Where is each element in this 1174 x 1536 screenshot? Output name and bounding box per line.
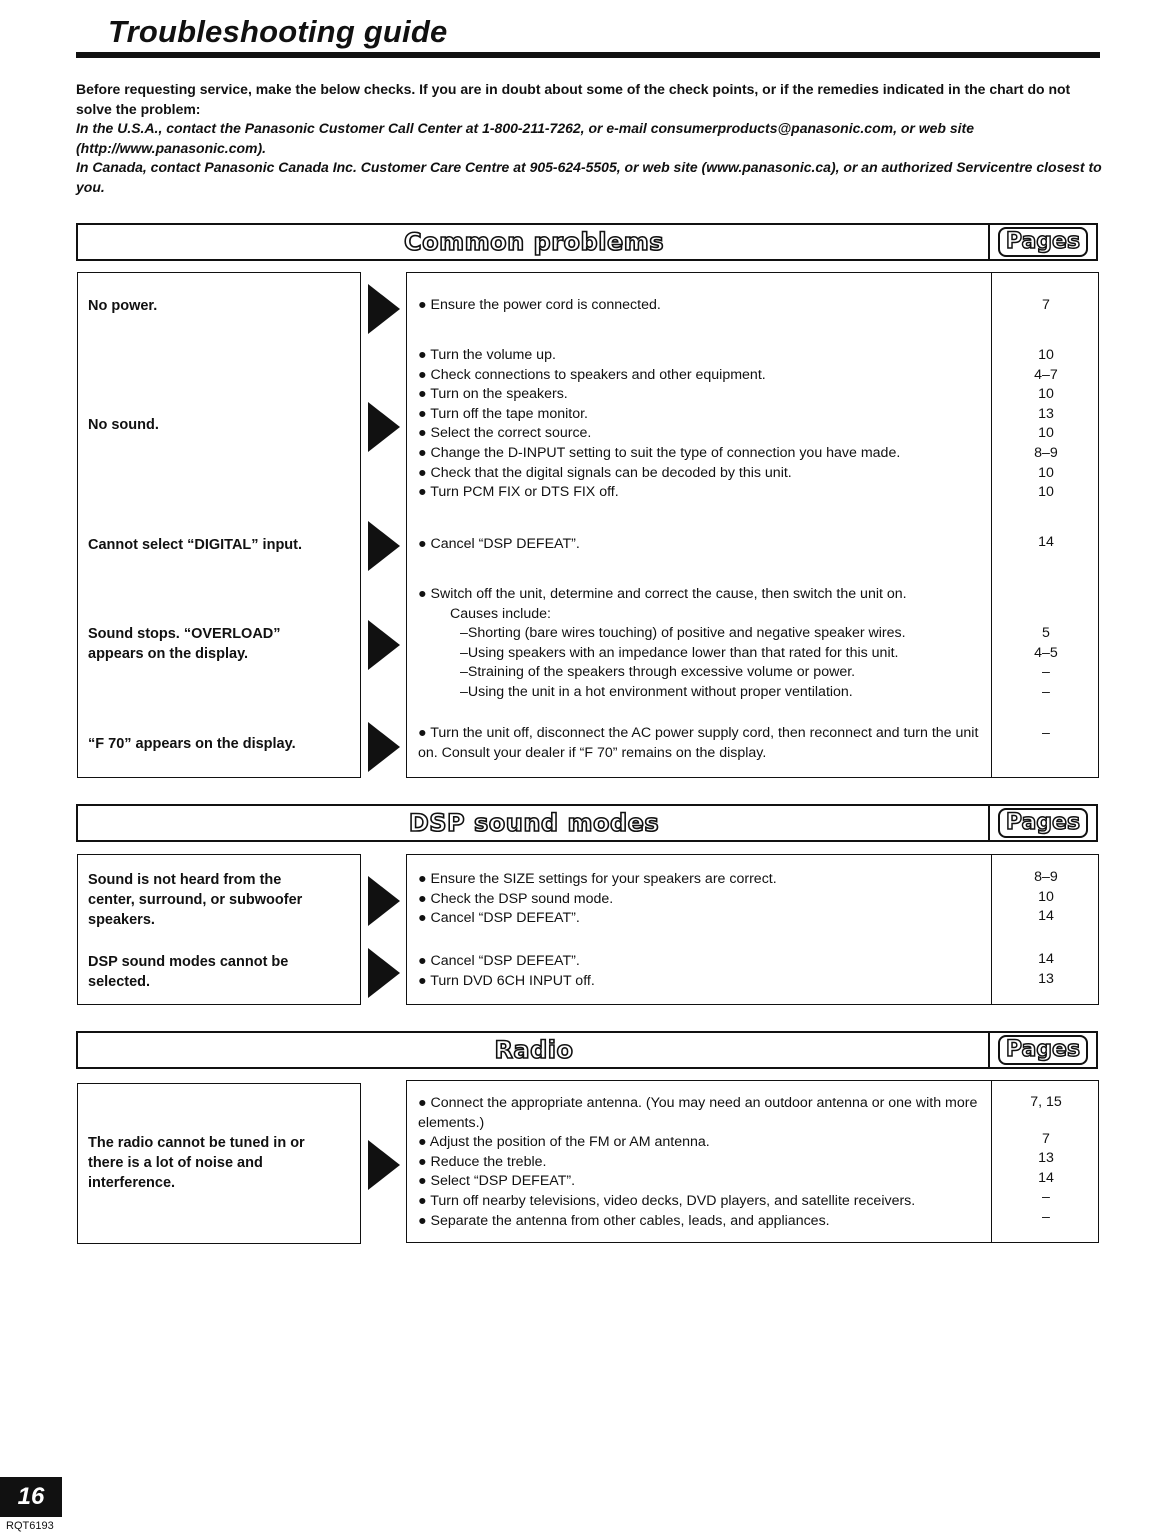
intro-canada: In Canada, contact Panasonic Canada Inc. Customer Care Centre at 905-624-5505, or web site (www.panasonic.ca), or an authorized Servicentre closest to you.: [76, 159, 1102, 195]
intro-text: [76, 80, 1102, 197]
title-rule: [76, 52, 1100, 58]
page-ref: 10: [1038, 484, 1054, 501]
remedy-item: ● Turn the volume up.: [418, 347, 556, 363]
section-title-dsp: DSP sound modes: [408, 809, 660, 837]
problem-overload: [88, 624, 281, 664]
page-ref: 10: [1038, 347, 1054, 363]
page-ref-list: [994, 296, 1098, 316]
page-ref: 7: [1042, 1130, 1050, 1147]
remedy-item: ● Ensure the power cord is connected.: [418, 297, 661, 313]
problem-f70: “F 70” appears on the display.: [88, 736, 296, 752]
section-header-common: [76, 223, 1098, 261]
arrow-icon: [368, 284, 400, 334]
page-ref: 8–9: [1034, 444, 1058, 461]
remedy-item: –Straining of the speakers through excessive volume or power.: [460, 664, 856, 681]
remedy-item: ● Cancel “DSP DEFEAT”.: [418, 910, 580, 927]
remedy-item: ● Reduce the treble.: [418, 1153, 547, 1170]
remedy-item: ● Turn PCM FIX or DTS FIX off.: [418, 484, 619, 501]
arrow-icon: [368, 1140, 400, 1190]
intro-usa: In the U.S.A., contact the Panasonic Customer Call Center at 1-800-211-7262, or e-mail consumerproducts@panasonic.com, or web site (http://www.panasonic.com).: [76, 120, 974, 156]
remedy-item: –Using the unit in a hot environment without proper ventilation.: [460, 683, 853, 700]
page-ref: 10: [1038, 464, 1054, 481]
pages-label-dsp: Pages: [998, 808, 1088, 838]
document-id: RQT6193: [6, 1520, 54, 1532]
remedy-item: –Shorting (bare wires touching) of positive and negative speaker wires.: [460, 625, 906, 642]
arrow-icon: [368, 722, 400, 772]
remedy-list: [418, 535, 988, 555]
page-ref: 14: [1038, 951, 1054, 967]
remedy-item: ● Cancel “DSP DEFEAT”.: [418, 536, 580, 552]
remedy-item: ● Turn DVD 6CH INPUT off.: [418, 972, 595, 989]
remedy-list: [418, 1094, 988, 1231]
arrow-icon: [368, 876, 400, 926]
remedy-list: [418, 870, 988, 929]
problem-line: Sound is not heard from the: [88, 872, 282, 888]
problem-line: selected.: [88, 974, 151, 990]
arrow-icon: [368, 620, 400, 670]
page-ref: –: [1042, 683, 1050, 700]
problem-line: center, surround, or subwoofer: [88, 892, 303, 908]
remedy-item: –Using speakers with an impedance lower than that rated for this unit.: [460, 644, 899, 661]
remedy-item: ● Select the correct source.: [418, 425, 592, 442]
pages-label-radio: Pages: [998, 1035, 1088, 1065]
remedy-item: ● Change the D-INPUT setting to suit the type of connection you have made.: [418, 444, 901, 461]
page-ref: –: [1042, 725, 1050, 741]
page-ref: 14: [1038, 1169, 1054, 1186]
remedy-item: ● Ensure the SIZE settings for your speakers are correct.: [418, 871, 777, 887]
remedy-item: ● Switch off the unit, determine and correct the cause, then switch the unit on.: [418, 586, 907, 602]
page-ref-list: [994, 624, 1098, 702]
remedy-item: ● Separate the antenna from other cables, leads, and appliances.: [418, 1212, 830, 1229]
problems-box-common: [77, 272, 361, 778]
page-ref: 13: [1038, 405, 1054, 422]
remedy-item: ● Check that the digital signals can be decoded by this unit.: [418, 464, 792, 481]
remedy-item: ● Turn off nearby televisions, video decks, DVD players, and satellite receivers.: [418, 1192, 916, 1209]
problem-line: interference.: [88, 1175, 176, 1191]
remedy-list: [418, 296, 988, 316]
problem-digital-input: Cannot select “DIGITAL” input.: [88, 537, 303, 553]
problem-line: there is a lot of noise and: [88, 1155, 263, 1171]
page-ref: 10: [1038, 888, 1054, 905]
page-ref: 14: [1038, 534, 1054, 550]
remedy-item: ● Turn the unit off, disconnect the AC power supply cord, then reconnect and turn the unit on. Consult your dealer if “F 70” remains on the display.: [418, 725, 979, 761]
problem-no-center-sound: [88, 870, 302, 930]
page-ref-list: [994, 724, 1098, 744]
page-ref-list: [994, 868, 1098, 927]
problem-line: The radio cannot be tuned in or: [88, 1135, 305, 1151]
remedy-item: ● Adjust the position of the FM or AM antenna.: [418, 1134, 710, 1151]
page-ref-list: [994, 1093, 1098, 1228]
remedy-item: ● Check connections to speakers and other equipment.: [418, 366, 766, 383]
remedy-list: [418, 952, 988, 991]
page-ref: 4–5: [1034, 644, 1058, 661]
problem-no-power: No power.: [88, 298, 158, 314]
page-title: Troubleshooting guide: [108, 14, 448, 49]
problem-no-sound: No sound.: [88, 417, 159, 433]
arrow-icon: [368, 402, 400, 452]
page-ref: 5: [1042, 625, 1050, 641]
page-ref: –: [1042, 1208, 1050, 1225]
problem-line: speakers.: [88, 912, 155, 928]
remedy-item: ● Check the DSP sound mode.: [418, 890, 614, 907]
page-ref: 13: [1038, 970, 1054, 987]
remedy-list: [418, 724, 988, 763]
remedy-item: ● Select “DSP DEFEAT”.: [418, 1173, 576, 1190]
page-ref: 14: [1038, 908, 1054, 925]
page-ref: –: [1042, 1189, 1050, 1206]
remedy-item: ● Turn on the speakers.: [418, 386, 568, 403]
section-title-common: Common problems: [403, 228, 665, 256]
problem-line: appears on the display.: [88, 646, 249, 662]
problem-radio-tuning: [88, 1133, 305, 1193]
remedy-list: [418, 346, 988, 503]
page-ref: –: [1042, 664, 1050, 681]
remedy-list: [418, 585, 988, 703]
page-ref-list: [994, 346, 1098, 503]
arrow-icon: [368, 521, 400, 571]
remedy-item: ● Cancel “DSP DEFEAT”.: [418, 953, 580, 969]
page-ref-list: [994, 950, 1098, 989]
section-title-radio: Radio: [494, 1036, 574, 1064]
pages-label-common: Pages: [998, 227, 1088, 257]
page-ref-list: [994, 533, 1098, 553]
page-ref: 7, 15: [1030, 1094, 1062, 1110]
problem-line: DSP sound modes cannot be: [88, 954, 289, 970]
section-header-dsp: [76, 804, 1098, 842]
remedy-item: ● Connect the appropriate antenna. (You may need an outdoor antenna or one with more elements.): [418, 1095, 978, 1131]
remedy-item: Causes include:: [450, 605, 551, 622]
problem-dsp-modes: [88, 952, 288, 992]
arrow-icon: [368, 948, 400, 998]
remedy-item: ● Turn off the tape monitor.: [418, 405, 588, 422]
page-ref: 10: [1038, 386, 1054, 403]
section-header-radio: [76, 1031, 1098, 1069]
intro-line: Before requesting service, make the below checks. If you are in doubt about some of the check points, or if the remedies indicated in the chart do not solve the problem:: [76, 81, 1071, 117]
page-ref: 7: [1042, 297, 1050, 313]
problem-line: Sound stops. “OVERLOAD”: [88, 626, 281, 642]
page-ref: 13: [1038, 1150, 1054, 1167]
page-ref: 4–7: [1034, 366, 1058, 383]
page-ref: 8–9: [1034, 869, 1058, 885]
page-number: 16: [0, 1477, 62, 1517]
page-ref: 10: [1038, 425, 1054, 442]
